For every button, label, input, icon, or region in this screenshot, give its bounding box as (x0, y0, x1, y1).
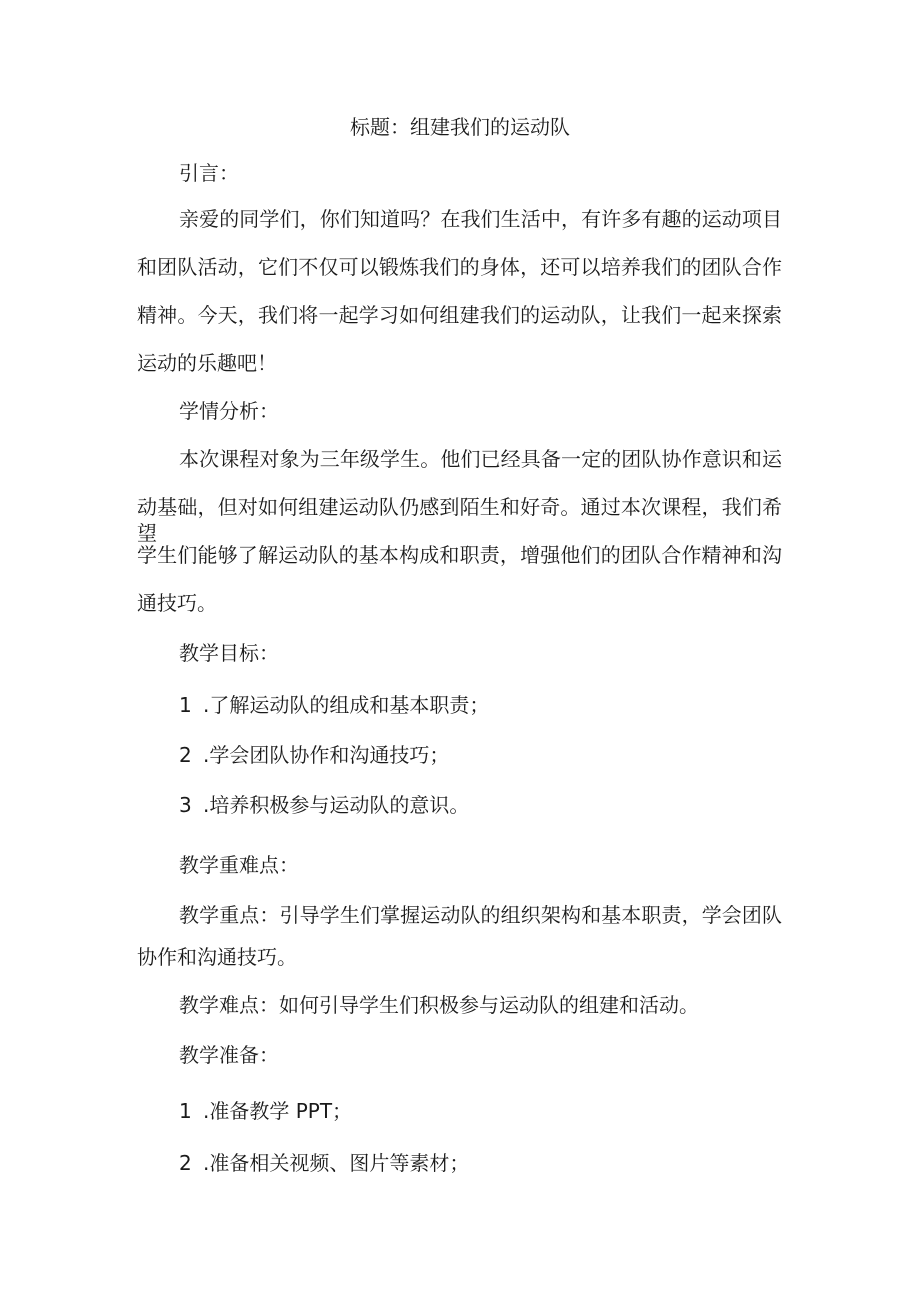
analysis-heading: 学情分析： (179, 399, 279, 423)
analysis-line-4: 通技巧。 (137, 591, 217, 615)
analysis-line-2: 动基础，但对如何组建运动队仍感到陌生和好奇。通过本次课程，我们希望 (137, 495, 782, 545)
key-point-line-2: 协作和沟通技巧。 (137, 945, 297, 969)
goal-item-3 (0, 792, 920, 818)
prep-text: .准备教学 PPT； (203, 1099, 353, 1123)
intro-line-4: 运动的乐趣吧！ (137, 351, 277, 375)
prep-heading: 教学准备： (179, 1043, 279, 1067)
intro-line-1: 亲爱的同学们，你们知道吗？在我们生活中，有许多有趣的运动项目 (179, 207, 782, 231)
analysis-line-1: 本次课程对象为三年级学生。他们已经具备一定的团队协作意识和运 (179, 447, 782, 471)
intro-line-2: 和团队活动，它们不仅可以锻炼我们的身体，还可以培养我们的团队合作 (137, 255, 782, 279)
document-title: 标题：组建我们的运动队 (350, 115, 570, 139)
analysis-line-3: 学生们能够了解运动队的基本构成和职责，增强他们的团队合作精神和沟 (137, 543, 782, 567)
prep-number: 1 (179, 1099, 192, 1123)
goal-number: 1 (179, 693, 192, 717)
goal-text: .培养积极参与运动队的意识。 (203, 793, 470, 817)
prep-item-2 (0, 1150, 920, 1176)
goal-text: .了解运动队的组成和基本职责； (203, 693, 490, 717)
goal-text: .学会团队协作和沟通技巧； (203, 743, 450, 767)
intro-line-3: 精神。今天，我们将一起学习如何组建我们的运动队，让我们一起来探索 (137, 303, 782, 327)
difficulty-heading: 教学重难点： (179, 853, 299, 877)
goals-heading: 教学目标： (179, 641, 279, 665)
prep-text: .准备相关视频、图片等素材； (203, 1151, 470, 1175)
goal-item-1 (0, 692, 920, 718)
difficult-point: 教学难点：如何引导学生们积极参与运动队的组建和活动。 (179, 993, 699, 1017)
goal-number: 2 (179, 743, 192, 767)
goal-number: 3 (179, 793, 192, 817)
prep-number: 2 (179, 1151, 192, 1175)
key-point-line-1: 教学重点：引导学生们掌握运动队的组织架构和基本职责，学会团队 (179, 903, 782, 927)
goal-item-2 (0, 742, 920, 768)
prep-item-1 (0, 1098, 920, 1124)
intro-heading: 引言： (179, 161, 239, 185)
